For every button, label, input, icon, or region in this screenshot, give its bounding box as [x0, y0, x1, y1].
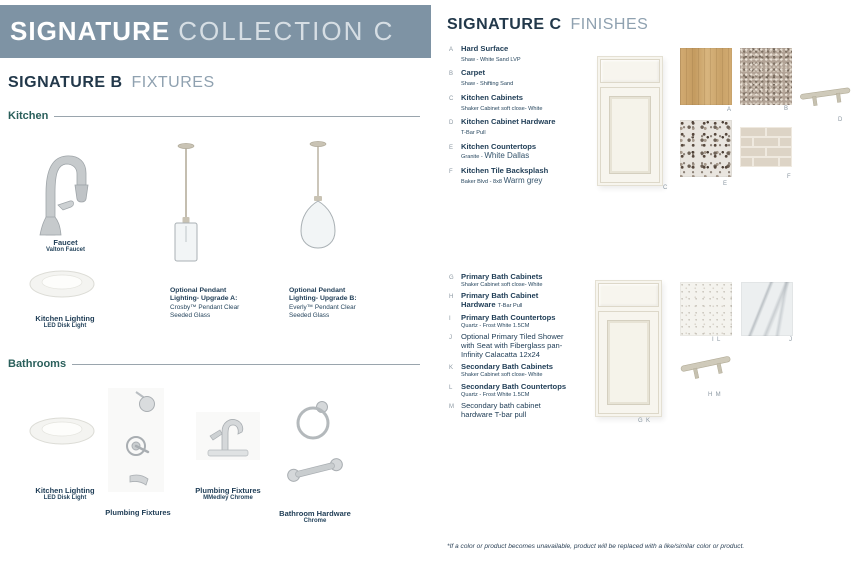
- marble-tile-swatch: [741, 282, 793, 336]
- plumbing-shower-title: Plumbing Fixtures: [105, 508, 171, 517]
- finishes-list-bath: [447, 273, 579, 424]
- finish-item-g: G Primary Bath Cabinets Shaker Cabinet soft close- White: [449, 272, 543, 288]
- pendant-b-sub: Everly™ Pendant Clear Seeded Glass: [289, 303, 356, 319]
- finish-item-i: I Primary Bath Countertops Quartz - Frost White 1.5CM: [449, 312, 556, 329]
- finish-item-a: A Hard Surface Shaw - White Sand LVP: [449, 44, 521, 63]
- towel-ring-image: [291, 396, 337, 447]
- swatch-label-a: A: [727, 107, 732, 113]
- bath-cabinet-door-swatch: [595, 280, 662, 417]
- finishes-list-kitchen: [447, 45, 579, 192]
- kitchen-cabinet-pull-swatch: [797, 80, 853, 118]
- pendant-a-image: [164, 141, 208, 268]
- pendant-a-title: Optional Pendant Lighting- Upgrade A:: [170, 287, 238, 303]
- faucet-sub: Valton Faucet: [45, 247, 85, 254]
- finishes-heading: [447, 16, 648, 34]
- plumbing-fixtures-faucet-label: [188, 486, 268, 503]
- plumbing-faucet-sub: MMedley Chrome: [203, 495, 253, 502]
- subway-tile-icon: [740, 127, 792, 167]
- tile-backsplash-swatch: [740, 127, 792, 167]
- bathrooms-section-header: [8, 358, 420, 370]
- fixtures-heading: [8, 74, 215, 92]
- plumbing-faucet-title: Plumbing Fixtures: [195, 486, 261, 495]
- cabinet-door-front: [598, 311, 659, 414]
- bathrooms-section-label: Bathrooms: [8, 358, 67, 370]
- granite-countertop-swatch: [680, 120, 732, 177]
- kitchen-cabinet-door-swatch: [597, 56, 663, 186]
- swatch-label-il: I L: [712, 337, 721, 343]
- plumbing-fixtures-shower-label: [99, 508, 177, 517]
- kitchen-lighting-title: Kitchen Lighting: [35, 314, 95, 323]
- disk-light-icon: [28, 268, 96, 300]
- bath-faucet-image: [196, 412, 260, 465]
- bathrooms-section-rule: [72, 364, 420, 365]
- finish-item-k: K Secondary Bath Cabinets Shaker Cabinet soft close- White: [449, 362, 553, 379]
- swatch-label-e: E: [723, 181, 728, 187]
- swatch-label-f: F: [787, 174, 791, 180]
- banner-title-bold: SIGNATURE: [10, 16, 171, 46]
- kitchen-section-header: [8, 110, 420, 122]
- bathroom-hardware-title: Bathroom Hardware: [279, 509, 351, 518]
- bath-lighting-label: [10, 486, 120, 503]
- finish-item-j: J Optional Primary Tiled Shower with Seat with Fiberglass pan- Infinity Calacatta 12x24: [449, 332, 564, 359]
- pendant-b-title: Optional Pendant Lighting- Upgrade B:: [289, 287, 357, 303]
- finish-item-l: L Secondary Bath Countertops Quartz - Frost White 1.5CM: [449, 381, 567, 398]
- towel-bar-image: [283, 448, 347, 497]
- kitchen-lighting-sub: LED Disk Light: [43, 323, 87, 330]
- pendant-a-sub: Crosby™ Pendant Clear Seeded Glass: [170, 303, 240, 319]
- faucet-title: Faucet: [53, 238, 78, 247]
- swatch-label-c: C: [663, 185, 668, 191]
- swatch-label-gk: G K: [638, 418, 651, 424]
- shower-set-image: [108, 388, 164, 497]
- shower-set-icon: [108, 388, 164, 492]
- cabinet-drawer-front: [600, 59, 660, 83]
- cabinet-drawer-front: [598, 283, 659, 307]
- finish-item-b: B Carpet Shaw - Shifting Sand: [449, 68, 514, 88]
- t-bar-pull-icon: [797, 80, 853, 113]
- faucet-icon: [30, 143, 100, 239]
- kitchen-section-rule: [54, 116, 420, 117]
- footnote: *If a color or product becomes unavailable, product will be replaced with a like/similar color or product.: [447, 543, 745, 550]
- t-bar-pull-icon: [677, 348, 736, 389]
- fixtures-heading-light: FIXTURES: [131, 74, 215, 91]
- swatch-label-hm: H M: [708, 392, 721, 398]
- cabinet-door-front: [600, 87, 660, 183]
- kitchen-section-label: Kitchen: [8, 110, 49, 122]
- swatch-label-b: B: [784, 106, 789, 112]
- pendant-a-label: [170, 287, 250, 319]
- bath-cabinet-pull-swatch: [677, 348, 737, 393]
- finish-item-h: H Primary Bath Cabinet Hardware T-Bar Pull: [449, 291, 539, 310]
- towel-ring-icon: [291, 396, 337, 442]
- towel-bar-icon: [283, 448, 347, 492]
- kitchen-lighting-label: [10, 314, 120, 331]
- finish-item-e: E Kitchen Countertops Granite - White Dallas: [449, 141, 537, 161]
- bathroom-hardware-label: [275, 509, 355, 526]
- quartz-countertop-swatch: [680, 282, 732, 336]
- finish-item-d: D Kitchen Cabinet Hardware T-Bar Pull: [449, 117, 556, 136]
- lav-faucet-icon: [196, 412, 260, 460]
- banner-title-light: COLLECTION C: [178, 16, 395, 46]
- finish-item-f: F Kitchen Tile Backsplash Baker Blvd - 8x8 Warm grey: [449, 166, 549, 185]
- carpet-swatch: [740, 48, 792, 105]
- kitchen-disk-light-image: [28, 268, 96, 305]
- finishes-heading-light: FINISHES: [570, 16, 649, 33]
- finish-item-c: C Kitchen Cabinets Shaker Cabinet soft close- White: [449, 92, 543, 112]
- disk-light-icon: [28, 415, 96, 447]
- fixtures-heading-bold: SIGNATURE B: [8, 74, 123, 91]
- bath-lighting-title: Kitchen Lighting: [35, 486, 95, 495]
- pendant-b-label: [289, 287, 369, 319]
- bath-disk-light-image: [28, 415, 96, 452]
- finish-item-m: M Secondary bath cabinet hardware T-bar pull: [449, 401, 541, 419]
- bath-lighting-sub: LED Disk Light: [43, 495, 87, 502]
- kitchen-faucet-image: [30, 143, 100, 244]
- bathroom-hardware-sub: Chrome: [303, 518, 327, 525]
- pendant-cylinder-icon: [164, 141, 208, 263]
- swatch-label-d: D: [838, 117, 843, 123]
- finishes-heading-bold: SIGNATURE C: [447, 16, 562, 33]
- hard-surface-swatch: [680, 48, 732, 105]
- swatch-label-j: J: [789, 337, 792, 343]
- faucet-label: [18, 238, 113, 255]
- pendant-b-image: [296, 139, 340, 256]
- collection-banner: [0, 5, 431, 58]
- pendant-teardrop-icon: [296, 139, 340, 251]
